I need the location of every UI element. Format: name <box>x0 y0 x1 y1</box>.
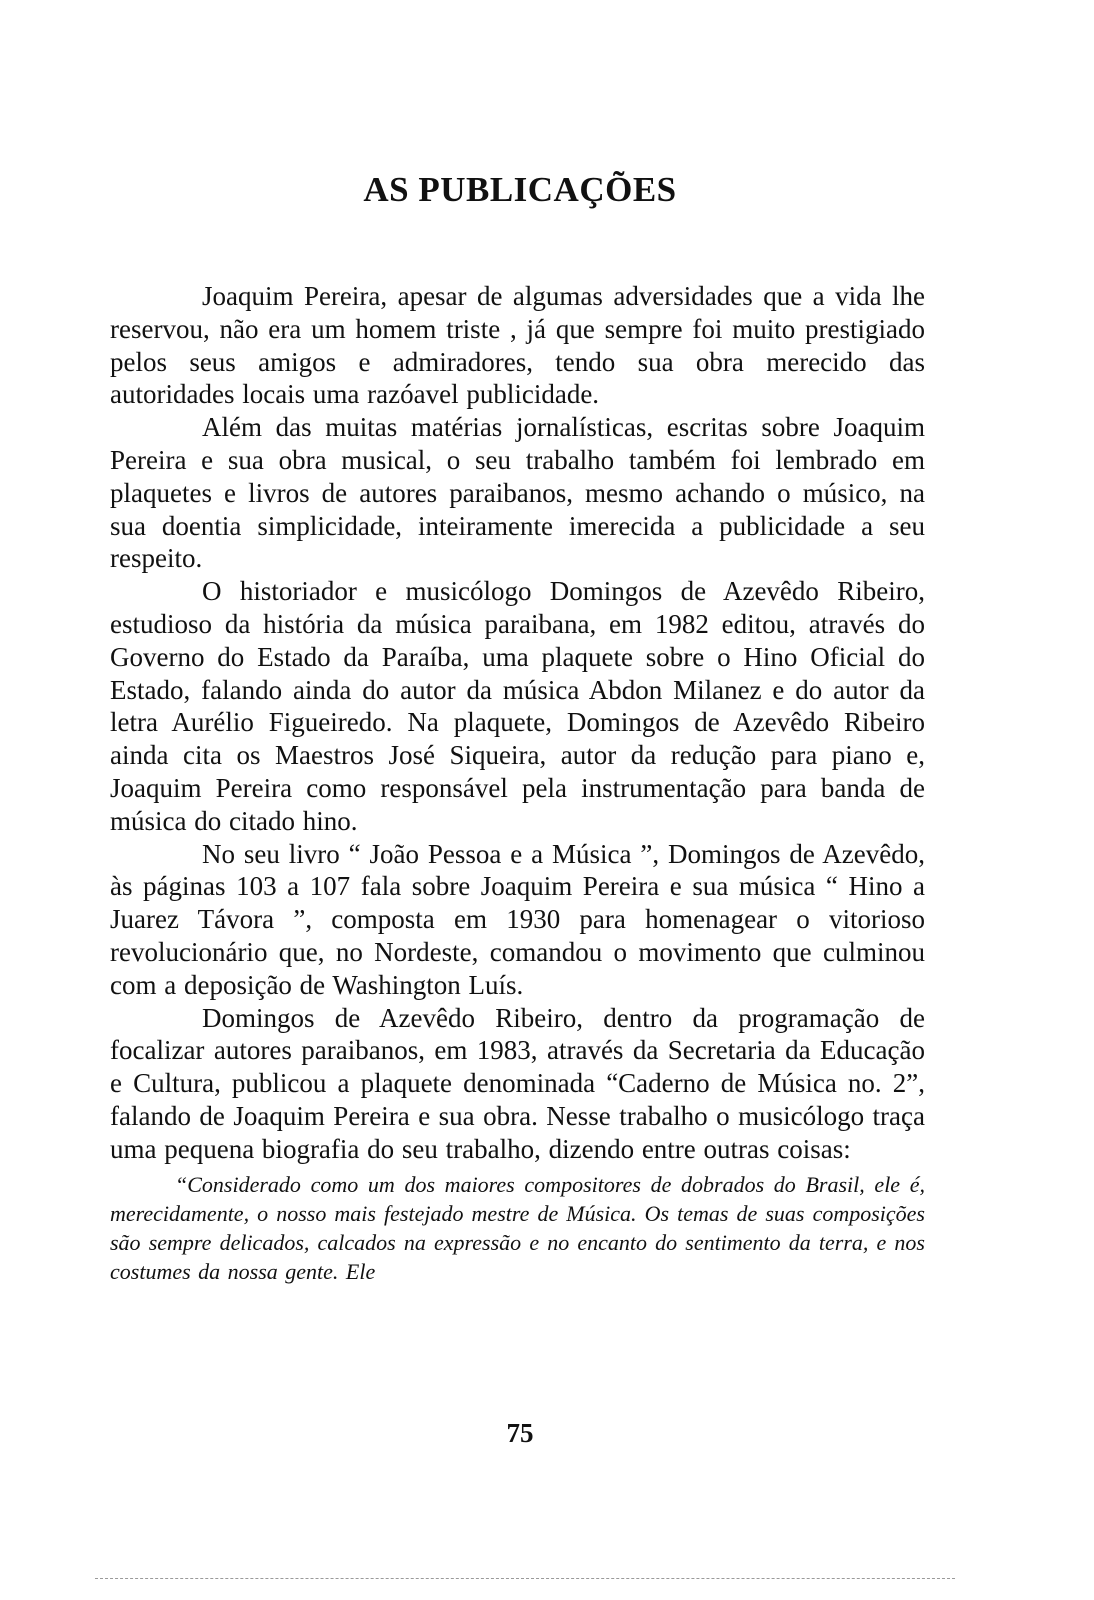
page-number: 75 <box>506 1418 534 1448</box>
body-text <box>110 280 925 1286</box>
paragraph-2: Além das muitas matérias jornalísticas, escritas sobre Joaquim Pereira e sua obra musical, o seu trabalho também foi lembrado em plaquetes e livros de autores paraibanos, mesmo achando o músico, na sua doentia simplicidade, inteiramente imerecida a publicidade a seu respeito. <box>110 412 925 574</box>
paragraph-4: No seu livro “ João Pessoa e a Música ”, Domingos de Azevêdo, às páginas 103 a 107 fala sobre Joaquim Pereira e sua música “ Hino a Juarez Távora ”, composta em 1930 para homenagear o vitorioso revolucionário que, no Nordeste, comandou o movimento que culminou com a deposição de Washington Luís. <box>110 838 925 1000</box>
paragraph-5: Domingos de Azevêdo Ribeiro, dentro da programação de focalizar autores paraibanos, em 1983, através da Secretaria da Educação e Cultura, publicou a plaquete denominada “Caderno de Música no. 2”, falando de Joaquim Pereira e sua obra. Nesse trabalho o musicólogo traça uma pequena biografia do seu trabalho, dizendo entre outras coisas: <box>110 1002 925 1164</box>
page-title: AS PUBLICAÇÕES <box>363 170 677 209</box>
paragraph-1: Joaquim Pereira, apesar de algumas adversidades que a vida lhe reservou, não era um homem triste , já que sempre foi muito prestigiado pelos seus amigos e admiradores, tendo sua obra merecido das autoridades locais uma razóavel publicidade. <box>110 281 925 410</box>
paragraph-3: O historiador e musicólogo Domingos de Azevêdo Ribeiro, estudioso da história da música paraibana, em 1982 editou, através do Governo do Estado da Paraíba, uma plaquete sobre o Hino Oficial do Estado, falando ainda do autor da música Abdon Milanez e do autor da letra Aurélio Figueiredo. Na plaquete, Domingos de Azevêdo Ribeiro ainda cita os Maestros José Siqueira, autor da redução para piano e, Joaquim Pereira como responsável pela instrumentação para banda de música do citado hino. <box>110 576 925 836</box>
block-quote: “Considerado como um dos maiores compositores de dobrados do Brasil, ele é, merecidamente, o nosso mais festejado mestre de Música. Os temas de suas composições são sempre delicados, calcados na expressão e no encanto do sentimento da terra, e nos costumes da nossa gente. Ele <box>110 1171 925 1284</box>
scan-edge-divider <box>95 1578 955 1579</box>
